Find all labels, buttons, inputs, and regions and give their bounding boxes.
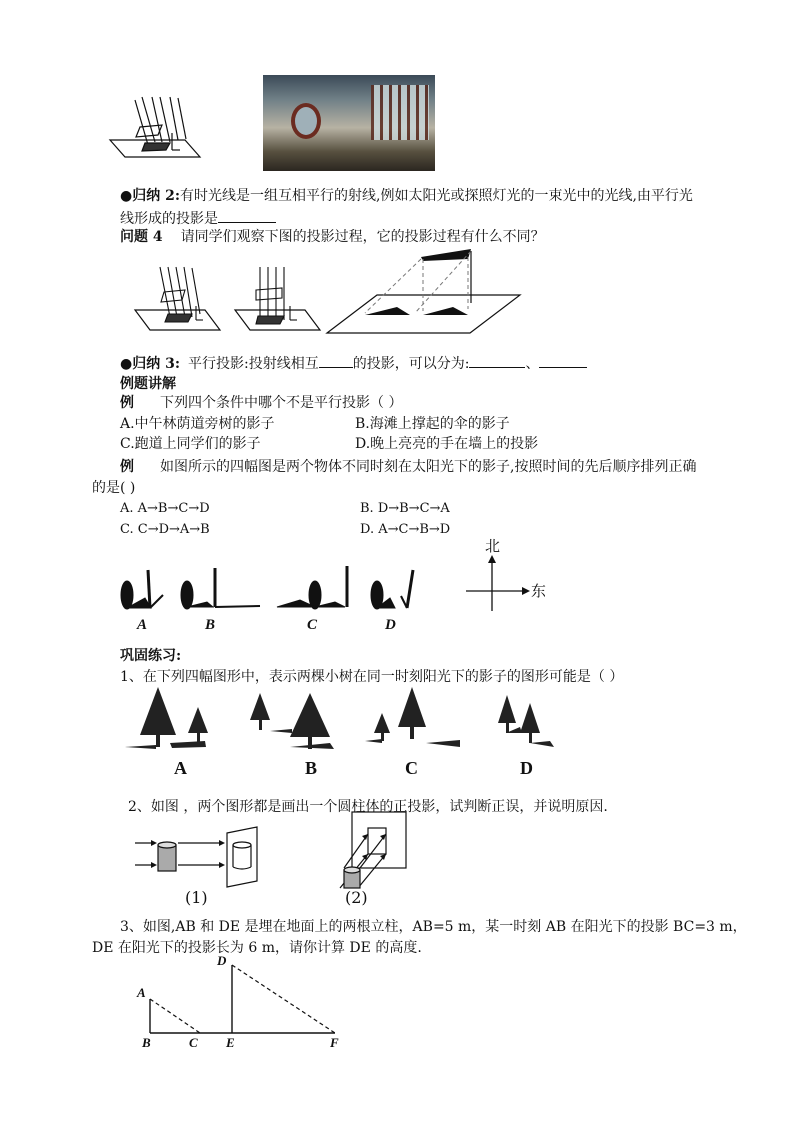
cylinder-label-1: (1) [185, 888, 208, 907]
shadow-label-d: D [385, 617, 396, 633]
point-e: E [226, 1035, 235, 1050]
question4-label: 问题 4 [120, 229, 163, 245]
example1-label: 例 [120, 395, 134, 411]
point-b: B [142, 1035, 151, 1050]
point-d: D [217, 953, 227, 968]
summary2-line1 [120, 186, 693, 206]
practice-heading: 巩固练习: [120, 648, 182, 664]
cylinder-projection-1 [130, 825, 275, 890]
example2-question-line2: 的是( ) [92, 480, 136, 496]
compass-north: 北 [485, 537, 501, 555]
summary2-label: ●归纳 2: [120, 188, 180, 204]
summary3-label: ●归纳 3: [120, 356, 180, 372]
example2-option-c: C. C→D→A→B [120, 522, 210, 537]
shadow-label-c: C [307, 617, 318, 633]
summary3-sep: 、 [525, 356, 540, 372]
compass-arrows-icon [462, 555, 532, 615]
example2-text: 如图所示的四幅图是两个物体不同时刻在太阳光下的影子,按照时间的先后顺序排列正确 [160, 459, 697, 475]
summary2-blank[interactable] [218, 208, 276, 223]
example1-option-a: A.中午林荫道旁树的影子 [120, 416, 275, 432]
summary2-text2: 线形成的投影是 [120, 211, 218, 227]
point-a: A [137, 985, 146, 1000]
shadow-figures [115, 560, 425, 615]
projection-figure-2 [230, 262, 325, 337]
pillar-shadow-diagram [130, 955, 350, 1045]
practice-q2: 2、如图 ，两个图形都是画出一个圆柱体的正投影，试判断正误，并说明原因. [128, 799, 608, 815]
summary3-blank-1[interactable] [319, 353, 353, 368]
examples-heading: 例题讲解 [120, 376, 176, 392]
compass-east: 东 [531, 582, 547, 600]
tree-label-d: D [520, 758, 533, 778]
cylinder-label-2: (2) [345, 888, 368, 907]
summary2-line2 [120, 208, 276, 229]
projection-figure-3 [325, 245, 520, 335]
projection-figure-1 [130, 262, 225, 337]
point-c: C [189, 1035, 198, 1050]
tree-label-c: C [405, 758, 418, 778]
tree-label-a: A [174, 758, 187, 778]
practice-q3-line1: 3、如图,AB 和 DE 是埋在地面上的两根立柱，AB=5 m，某一时刻 AB 在阳光下的投影 BC=3 m， [120, 919, 747, 935]
example2-label: 例 [120, 459, 134, 475]
summary3-text-a: 平行投影:投射线相互 [188, 356, 319, 372]
question4 [120, 227, 545, 247]
example1-option-b: B.海滩上撑起的伞的影子 [355, 416, 510, 432]
example1-option-c: C.跑道上同学们的影子 [120, 436, 261, 452]
summary3-blank-2[interactable] [469, 353, 525, 368]
tree-shadow-figures [120, 685, 560, 755]
example2-option-d: D. A→C→B→D [360, 522, 451, 537]
example2-option-b: B. D→B→C→A [360, 501, 450, 516]
summary3 [120, 353, 587, 374]
practice-q1: 1、在下列四幅图形中，表示两棵小树在同一时刻阳光下的影子的图形可能是（ ） [120, 669, 624, 685]
example2-question-line1 [120, 457, 696, 477]
practice-q3-line2: DE 在阳光下的投影长为 6 m，请你计算 DE 的高度. [92, 940, 422, 956]
summary3-blank-3[interactable] [539, 353, 587, 368]
example2-option-a: A. A→B→C→D [120, 501, 210, 516]
cylinder-projection-2 [330, 810, 410, 895]
summary2-text: 有时光线是一组互相平行的射线,例如太阳光或探照灯光的一束光中的光线,由平行光 [180, 188, 693, 204]
question4-text: 请同学们观察下图的投影过程，它的投影过程有什么不同？ [180, 229, 545, 245]
example1-option-d: D.晚上亮亮的手在墙上的投影 [355, 436, 539, 452]
shadow-label-b: B [205, 617, 216, 633]
example1-question [120, 393, 402, 413]
summary3-text-b: 的投影，可以分为: [352, 356, 470, 372]
parallel-projection-figure-top [100, 95, 210, 165]
shadow-label-a: A [137, 617, 148, 633]
example1-text: 下列四个条件中哪个不是平行投影（ ） [160, 395, 403, 411]
tree-label-b: B [305, 758, 318, 778]
corridor-photo [263, 75, 435, 171]
point-f: F [330, 1035, 339, 1050]
